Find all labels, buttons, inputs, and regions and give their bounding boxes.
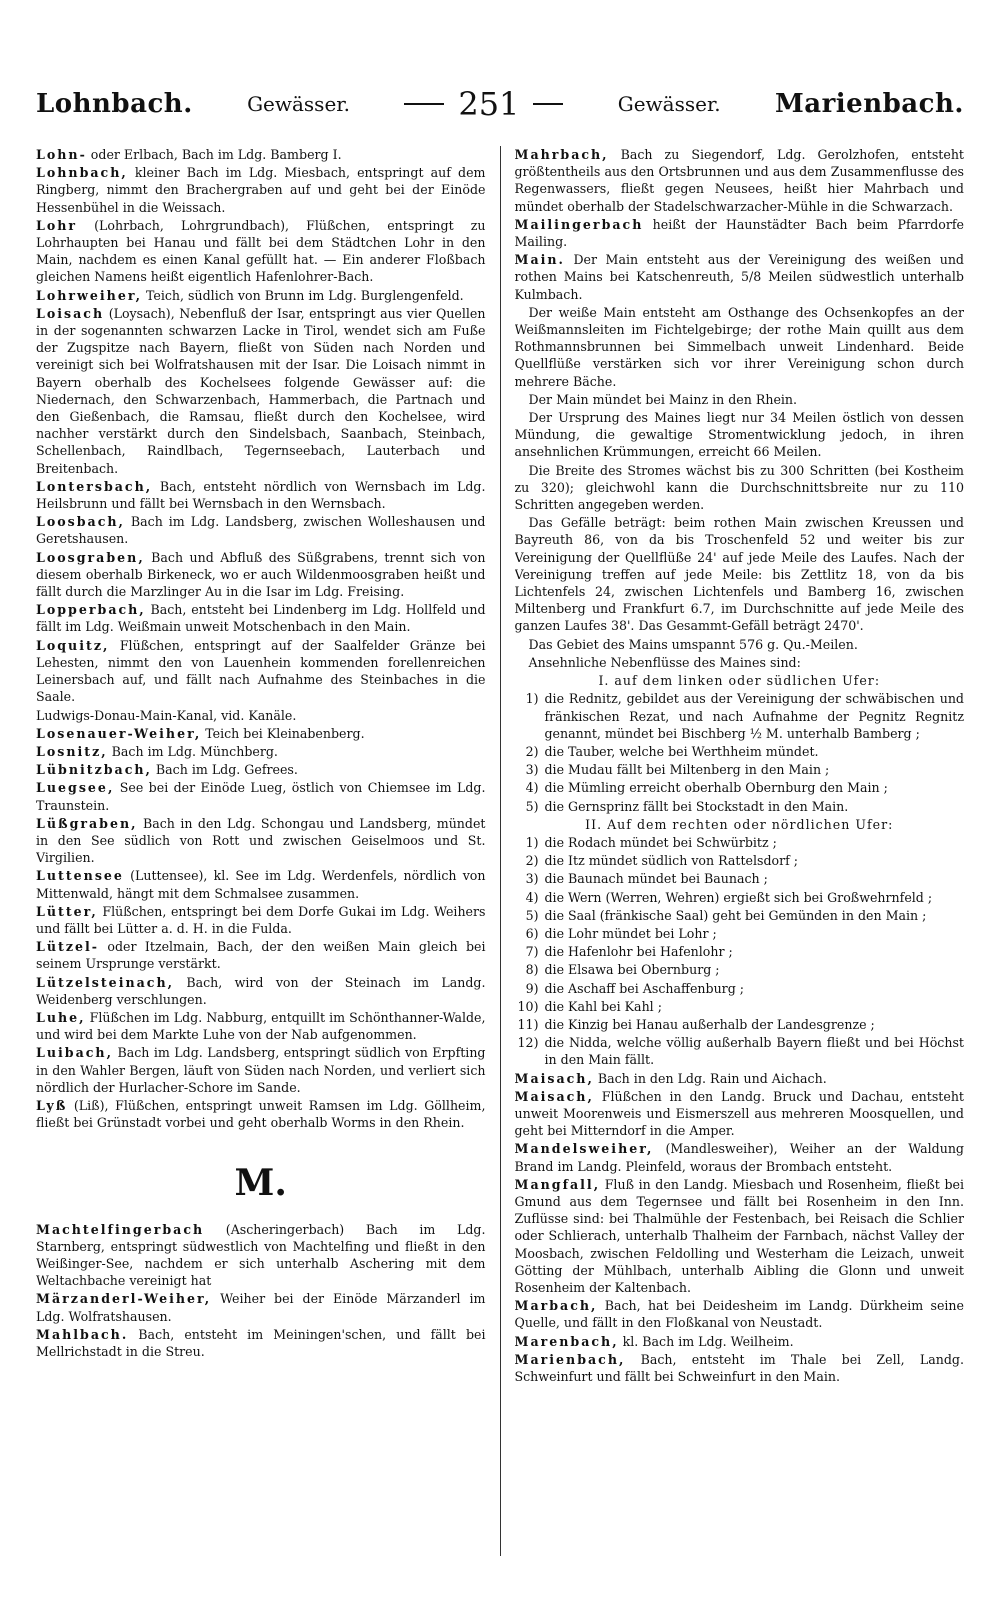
tributary-number: 6) [525, 925, 539, 941]
entry-definition: Flüßchen, entspringt auf der Saalfelder Gränze bei Lehesten, nimmt den von Lauenhein kommenden forellenreichen Leinersbach auf, und fällt nach Aufnahme des Steinbaches in die Saale. [36, 637, 486, 705]
entry-definition: heißt der Haunstädter Bach beim Pfarrdorfe Mailing. [514, 216, 964, 250]
dictionary-entry [515, 1176, 965, 1296]
dictionary-entry [36, 815, 486, 867]
entry-headword: Marienbach, [514, 1351, 626, 1367]
entry-definition: Bach, entsteht im Meiningen'schen, und fällt bei Mellrichstadt in die Streu. [36, 1326, 486, 1359]
right-bank-heading: II. Auf dem rechten oder nördlichen Ufer: [585, 816, 894, 832]
right-top-entries [515, 146, 965, 303]
tributary-number: 10) [517, 998, 539, 1014]
entry-headword: Maisach, [514, 1088, 594, 1104]
tributary-number: 7) [525, 944, 539, 960]
entry-headword: Luttensee [36, 868, 124, 884]
dictionary-entry [36, 1326, 486, 1360]
tributary-text: die Kahl bei Kahl ; [544, 998, 662, 1014]
entry-headword: Marenbach, [514, 1333, 619, 1349]
dictionary-entry [515, 216, 965, 250]
entry-headword: Luhe, [36, 1009, 86, 1025]
header-rule-left [404, 103, 444, 105]
tributary-text: die Baunach mündet bei Baunach ; [544, 871, 768, 887]
tributary-number: 5) [525, 798, 539, 814]
page-number: 251 [458, 85, 520, 123]
dictionary-entry [36, 903, 486, 937]
entry-headword: Mailingerbach [514, 216, 644, 232]
entry-definition: (Ascheringerbach) Bach im Ldg. Starnberg, entspringt südwestlich von Machtelfing und fließt in den Weißinger-See, nachdem er sich unterhalb Aschering mit dem Weltachbache vereinigt hat [36, 1221, 486, 1289]
entry-headword: Maisach, [514, 1070, 594, 1086]
tributary-item [515, 980, 965, 997]
entry-headword: Mahrbach, [514, 147, 609, 162]
entry-definition: Bach, hat bei Deidesheim im Landg. Dürkheim seine Quelle, und fällt in den Floßkanal von Neustadt. [514, 1298, 964, 1331]
entry-headword: Lübnitzbach, [36, 762, 152, 778]
entry-headword: Mangfall, [514, 1176, 601, 1192]
entry-headword: Lopperbach, [36, 602, 146, 618]
page-number-block [404, 85, 563, 123]
tributary-number: 4) [525, 780, 539, 796]
tributary-item [515, 852, 965, 869]
tributary-number: 9) [525, 980, 539, 996]
entry-definition: Flüßchen, entspringt bei dem Dorfe Gukai im Ldg. Weihers und fällt bei Lütter a. d. H. in die Fulda. [36, 903, 486, 936]
tributary-text: die Elsawa bei Obernburg ; [544, 962, 720, 978]
entry-headword: Marbach, [514, 1298, 598, 1314]
tributary-text: die Saal (fränkische Saal) geht bei Gemünden in den Main ; [544, 907, 927, 923]
tributary-number: 8) [525, 962, 539, 978]
entry-definition: (Luttensee), kl. See im Ldg. Werdenfels, nördlich von Mittenwald, hängt mit dem Schmalsee zusammen. [36, 868, 486, 901]
dictionary-entry [36, 549, 486, 601]
entry-headword: Loquitz, [36, 637, 110, 653]
left-category: Gewässer. [247, 92, 351, 116]
entry-definition: (Liß), Flüßchen, entspringt unweit Ramsen im Ldg. Göllheim, fließt bei Grünstadt vorbei und geht oberhalb Worms in den Rhein. [36, 1097, 486, 1131]
entry-definition: Der Main entsteht aus der Vereinigung des weißen und rothen Mains bei Katschenreuth, 5/8 Meilen südwestlich unterhalb Kulmbach. [514, 252, 964, 302]
right-catchword: Marienbach. [774, 89, 964, 119]
tributary-item [515, 743, 965, 760]
tributary-number: 5) [525, 907, 539, 923]
tributary-item [515, 798, 965, 815]
text-columns [36, 146, 964, 1556]
dictionary-entry [36, 779, 486, 813]
dictionary-entry [515, 1140, 965, 1174]
tributary-item [515, 779, 965, 796]
tributary-text: die Itz mündet südlich von Rattelsdorf ; [544, 853, 799, 869]
entry-definition: Bach im Ldg. Landsberg, entspringt südlich von Erpfting in den Wahler Bergen, läuft von Süden nach Norden, und verliert sich nördlich der Hurlacher-Schore im Sande. [36, 1045, 486, 1095]
entry-definition: Teich bei Kleinabenberg. [201, 725, 365, 741]
entry-headword: Lütter, [36, 903, 98, 919]
dictionary-entry [36, 761, 486, 778]
tributary-number: 11) [517, 1016, 539, 1032]
entry-headword: Lüßgraben, [36, 815, 138, 831]
dictionary-entry [36, 164, 486, 216]
article-paragraph: Der Main mündet bei Mainz in den Rhein. [528, 391, 798, 407]
article-paragraph: Das Gebiet des Mains umspannt 576 g. Qu.-Meilen. [528, 636, 858, 652]
entry-headword: Lohnbach, [36, 165, 128, 181]
dictionary-entry [515, 1297, 965, 1331]
entry-headword: Losenauer-Weiher, [36, 725, 202, 741]
left-bank-heading: I. auf dem linken oder südlichen Ufer: [598, 673, 881, 689]
dictionary-entry [515, 1088, 965, 1140]
entry-definition: Bach, entsteht bei Lindenberg im Ldg. Hollfeld und fällt im Ldg. Weißmain unweit Motschenbach in den Main. [36, 602, 486, 635]
right-column [515, 146, 965, 1556]
header-rule-right [533, 103, 563, 105]
entry-definition: See bei der Einöde Lueg, östlich von Chiemsee im Ldg. Traunstein. [36, 780, 486, 813]
entry-headword: Luegsee, [36, 780, 115, 796]
tributary-number: 4) [525, 889, 539, 905]
tributary-text: die Rodach mündet bei Schwürbitz ; [544, 834, 777, 850]
tributary-item [515, 943, 965, 960]
column-divider [500, 146, 501, 1556]
article-paragraph: Die Breite des Stromes wächst bis zu 300 Schritten (bei Kostheim zu 320); gleichwohl kann die Durchschnittsbreite nur zu 110 Schritten angegeben werden. [514, 462, 964, 513]
tributary-item [515, 961, 965, 978]
m-entries [36, 1221, 486, 1361]
entry-headword: Losnitz, [36, 743, 108, 759]
entry-headword: Loisach [36, 305, 105, 321]
entry-headword: Lohr [36, 217, 78, 233]
entry-definition: Bach, wird von der Steinach im Landg. Weidenberg verschlungen. [36, 974, 486, 1007]
main-article-paragraphs [515, 304, 965, 671]
entry-headword: Loosbach, [36, 514, 125, 530]
entry-definition: Bach, entsteht im Thale bei Zell, Landg. Schweinfurt und fällt bei Schweinfurt in den Main. [514, 1351, 964, 1385]
dictionary-entry [36, 707, 486, 724]
right-category: Gewässer. [617, 92, 721, 116]
tributary-text: die Rednitz, gebildet aus der Vereinigung der schwäbischen und fränkischen Rezat, und nach Aufnahme der Pegnitz Regnitz genannt, mündet bei Bischberg ½ M. unterhalb Bamberg ; [544, 691, 964, 741]
entry-definition: Flüßchen in den Landg. Bruck und Dachau, entsteht unweit Moorenweis und Eismerszell aus mehreren Moosquellen, und geht bei Mitterndorf in die Amper. [514, 1088, 964, 1139]
tributary-item [515, 870, 965, 887]
entry-definition: (Lohrbach, Lohrgrundbach), Flüßchen, entspringt zu Lohrhaupten bei Hanau und fällt bei dem Städtchen Lohr in den Main, nachdem es einen Kanal gefüllt hat. — Ein anderer Floßbach gleichen Namens heißt eigentlich Hafenlohrer-Bach. [36, 217, 486, 285]
tributary-text: die Kinzig bei Hanau außerhalb der Landesgrenze ; [544, 1016, 875, 1032]
dictionary-entry [36, 287, 486, 304]
right-bank-tributaries [515, 834, 965, 1069]
dictionary-entry [36, 743, 486, 760]
dictionary-entry [36, 1009, 486, 1043]
tributary-text: die Tauber, welche bei Werthheim mündet. [544, 743, 819, 759]
dictionary-entry [36, 938, 486, 972]
entry-definition: oder Itzelmain, Bach, der den weißen Main gleich bei seinem Ursprunge verstärkt. [36, 939, 486, 972]
dictionary-entry [36, 217, 486, 286]
dictionary-entry [36, 725, 486, 742]
dictionary-entry [36, 478, 486, 512]
entry-definition: Bach zu Siegendorf, Ldg. Gerolzhofen, entsteht größtentheils aus den Ortsbrunnen und aus dem Zusammenflusse des Regenwassers, fließt gegen Neusees, heißt hier Mahrbach und mündet oberhalb der Stadelschwarzacher-Mühle in die Schwarzach. [514, 147, 964, 214]
entry-headword: Lohrweiher, [36, 287, 142, 303]
entry-definition: Bach im Ldg. Landsberg, zwischen Wolleshausen und Geretshausen. [36, 514, 486, 547]
tributary-item [515, 834, 965, 851]
entry-headword: Lontersbach, [36, 478, 153, 494]
tributary-number: 3) [525, 871, 539, 887]
article-paragraph: Ansehnliche Nebenflüsse des Maines sind: [528, 654, 801, 670]
dictionary-entry [36, 601, 486, 635]
left-column [36, 146, 486, 1556]
entry-definition: Teich, südlich von Brunn im Ldg. Burglengenfeld. [141, 287, 464, 303]
right-bottom-entries [515, 1070, 965, 1386]
tributary-text: die Hafenlohr bei Hafenlohr ; [544, 944, 733, 960]
entry-headword: Märzanderl-Weiher, [36, 1291, 212, 1307]
entry-definition: (Mandlesweiher), Weiher an der Waldung Brand im Landg. Pleinfeld, woraus der Brombach entsteht. [514, 1141, 964, 1174]
dictionary-entry [36, 1044, 486, 1096]
entry-headword: Lützelsteinach, [36, 974, 175, 990]
left-entries [36, 146, 486, 1131]
dictionary-entry [36, 1290, 486, 1324]
entry-definition: Bach im Ldg. Gefrees. [151, 762, 298, 778]
entry-definition: Bach und Abfluß des Süßgrabens, trennt sich von diesem oberhalb Birkeneck, wo er auch Wildenmoosgraben heißt und fällt durch die Marzlinger Au in die Isar im Ldg. Freising. [36, 549, 486, 600]
tributary-text: die Nidda, welche völlig außerhalb Bayern fließt und bei Höchst in den Main fällt. [544, 1035, 964, 1068]
dictionary-entry [36, 974, 486, 1008]
dictionary-entry [36, 305, 486, 477]
entry-definition: kleiner Bach im Ldg. Miesbach, entspringt auf dem Ringberg, nimmt den Brachergraben auf und geht bei der Einöde Hessenbühel in die Weissach. [36, 165, 486, 215]
entry-headword: Lyß [36, 1097, 68, 1113]
entry-definition: oder Erlbach, Bach im Ldg. Bamberg I. [86, 147, 342, 162]
dictionary-entry [36, 867, 486, 901]
entry-definition: Bach, entsteht nördlich von Wernsbach im Ldg. Heilsbrunn und fällt bei Wernsbach in den Wernsbach. [36, 478, 486, 512]
entry-definition: (Loysach), Nebenfluß der Isar, entspringt aus vier Quellen in der sogenannten schwarzen Lacke in Tirol, wendet sich am Fuße der Zugspitze nach Bayern, fließt von Süden nach Norden und vereinigt sich bei Wolfratshausen mit der Isar. Die Loisach nimmt in Bayern oberhalb des Kochelsees folgende Gewässer auf: die Niedernach, den Schwarzenbach, Hammerbach, die Partnach und den Gießenbach, die Ramsau, fließt durch den Kochelsee, wird nachher verstärkt durch den Sindelsbach, Saanbach, Steinbach, Schellenbach, Raindlbach, Tegernseebach, Lauterbach und Breitenbach. [36, 305, 486, 476]
dictionary-entry [515, 146, 965, 215]
entry-headword: Lohn- [36, 147, 87, 162]
tributary-number: 3) [525, 762, 539, 778]
page-header [36, 84, 964, 124]
entry-headword: Main. [514, 252, 565, 268]
tributary-number: 2) [525, 853, 539, 869]
dictionary-entry [36, 513, 486, 547]
tributary-item [515, 1034, 965, 1068]
dictionary-entry [515, 1351, 965, 1385]
entry-definition: Bach im Ldg. Münchberg. [107, 743, 278, 759]
left-catchword: Lohnbach. [36, 89, 193, 119]
tributary-text: die Gernsprinz fällt bei Stockstadt in den Main. [544, 798, 849, 814]
tributary-item [515, 998, 965, 1015]
dictionary-entry [515, 1333, 965, 1350]
entry-definition: Fluß in den Landg. Miesbach und Rosenheim, fließt bei Gmund aus dem Tegernsee und fällt bei Rosenheim in den Inn. Zuflüsse sind: bei Thalmühle der Festenbach, bei Reisach die Schlier oder Schlierach, unterhalb Thalheim der Farnbach, nächst Valley der Moosbach, zwischen Feldolling und Westerham die Leizach, unweit Götting der Mühlbach, unterhalb Aibling die Glonn und unweit Rosenheim der Kaltenbach. [514, 1176, 964, 1295]
entry-headword: Mahlbach. [36, 1326, 129, 1342]
dictionary-entry [36, 637, 486, 706]
dictionary-entry [515, 251, 965, 303]
entry-headword: Machtelfingerbach [36, 1221, 205, 1237]
tributary-text: die Aschaff bei Aschaffenburg ; [544, 980, 745, 996]
entry-headword: Lützel- [36, 939, 100, 955]
entry-definition: Bach in den Ldg. Rain und Aichach. [593, 1070, 827, 1086]
dictionary-entry [36, 146, 486, 163]
entry-headword: Mandelsweiher, [514, 1141, 654, 1157]
tributary-item [515, 907, 965, 924]
tributary-number: 2) [525, 743, 539, 759]
entry-definition: Flüßchen im Ldg. Nabburg, entquillt im Schönthanner-Walde, und wird bei dem Markte Luhe von der Nab aufgenommen. [36, 1009, 486, 1043]
tributary-text: die Mümling erreicht oberhalb Obernburg den Main ; [544, 780, 888, 796]
dictionary-entry [36, 1221, 486, 1290]
tributary-item [515, 925, 965, 942]
tributary-item [515, 690, 965, 742]
entry-definition: kl. Bach im Ldg. Weilheim. [618, 1333, 794, 1349]
tributary-text: die Mudau fällt bei Miltenberg in den Main ; [544, 762, 830, 778]
tributary-item [515, 889, 965, 906]
tributary-number: 1) [525, 691, 539, 707]
entry-headword: Luibach, [36, 1045, 113, 1061]
entry-definition: Weiher bei der Einöde Märzanderl im Ldg. Wolfratshausen. [36, 1291, 486, 1324]
section-letter-heading: M. [234, 1162, 287, 1205]
entry-headword: Loosgraben, [36, 549, 145, 565]
tributary-text: die Wern (Werren, Wehren) ergießt sich bei Großwehrnfeld ; [544, 889, 933, 905]
dictionary-entry [515, 1070, 965, 1087]
article-paragraph: Der weiße Main entsteht am Osthange des Ochsenkopfes an der Weißmannsleiten im Fichtelgebirge; der rothe Main quillt aus dem Rothmannsbrunnen bei Simmelbach unweit Lindenhard. Beide Quellflüße verstärken sich vor ihrer Vereinigung schon durch mehrere Bäche. [514, 304, 964, 389]
dictionary-entry [36, 1097, 486, 1131]
left-bank-tributaries [515, 690, 965, 814]
tributary-number: 1) [525, 834, 539, 850]
article-paragraph: Der Ursprung des Maines liegt nur 34 Meilen östlich von dessen Mündung, die gewaltige Stromentwicklung jedoch, in ihren ansehnlichen Krümmungen, erreicht 66 Meilen. [514, 410, 964, 460]
tributary-number: 12) [517, 1035, 539, 1051]
tributary-item [515, 1016, 965, 1033]
entry-definition: Ludwigs-Donau-Main-Kanal, vid. Kanäle. [36, 707, 297, 723]
tributary-text: die Lohr mündet bei Lohr ; [544, 925, 717, 941]
entry-definition: Bach in den Ldg. Schongau und Landsberg, mündet in den See südlich von Rott und zwischen Geiselmoos und St. Virgilien. [36, 815, 486, 866]
tributary-item [515, 761, 965, 778]
article-paragraph: Das Gefälle beträgt: beim rothen Main zwischen Kreussen und Bayreuth 86, von da bis Troschenfeld 52 und weiter bis zur Vereinigung der Quellflüße 24' auf jede Meile des Laufes. Nach der Vereinigung treffen auf jede Meile: bis Zettlitz 18, von da bis Lichtenfels 24, zwischen Lichtenfels und Bamberg 16, zwischen Miltenberg und Frankfurt 6.7, im Durchschnitte auf jede Meile des ganzen Laufes 38'. Das Gesammt-Gefäll beträgt 2470'. [514, 515, 964, 634]
